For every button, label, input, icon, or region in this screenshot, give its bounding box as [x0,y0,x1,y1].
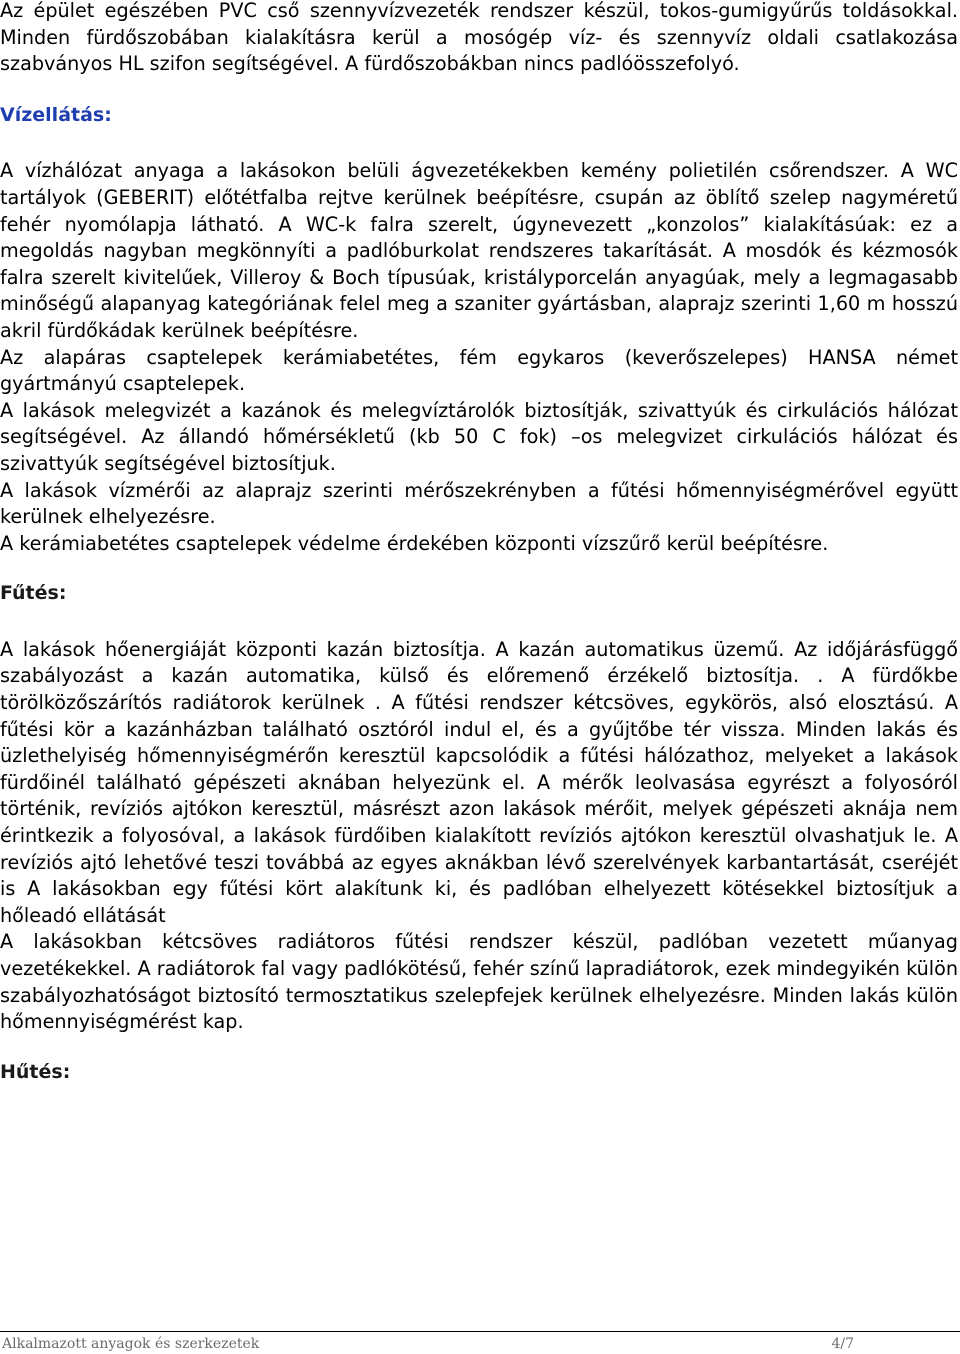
paragraph-drainage: Az épület egészében PVC cső szennyvízvezeték rendszer készül, tokos-gumigyűrűs toldásokkal. Minden fürdőszobában kialakításra kerül a mosógép víz- és szennyvíz oldali csatlakozása szabványos HL szifon segítségével. A fürdőszobákban nincs padlóösszefolyó. [0,0,958,76]
paragraph-faucets: Az alapáras csaptelepek kerámiabetétes, fém egykaros (keverőszelepes) HANSA német gyártmányú csaptelepek. [0,345,958,396]
paragraph-water-meters: A lakások vízmérői az alaprajz szerinti mérőszekrényben a fűtési hőmennyiségmérővel együtt kerülnek elhelyezésre. [0,478,958,529]
page-footer [0,1331,960,1354]
paragraph-heating-system: A lakások hőenergiáját központi kazán biztosítja. A kazán automatikus üzemű. Az időjárásfüggő szabályozást a kazán automatika, külső és előremenő érzékelő biztosítja. . A fürdőkbe törölközőszárítós radiátorok kerülnek . A fűtési rendszer kétcsöves, egykörös, alsó elosztású. A fűtési kör a kazánházban található osztóról indul el, és a gyűjtőbe tér vissza. Minden lakás és üzlethelyiség hőmennyiségmérőn keresztül kapcsolódik a fűtési hálózathoz, melyeket a lakások fürdőinél található gépészeti aknában helyezünk el. A mérők leolvasása egyrészt a folyosóról történik, revíziós ajtókon keresztül, másrészt azon lakások mérőit, melyek gépészeti aknája nem érintkezik a folyosóval, a lakások fürdőiben kialakított revíziós ajtókon keresztül olvashatjuk le. A revíziós ajtó lehetővé teszi továbbá az egyes aknákban lévő szerelvények karbantartását, cseréjét is A lakásokban egy fűtési kört alakítunk ki, és padlóban elhelyezett kötésekkel biztosítjuk a hőleadó ellátását [0,637,958,927]
paragraph-radiators: A lakásokban kétcsöves radiátoros fűtési rendszer készül, padlóban vezetett műanyag vezetékekkel. A radiátorok fal vagy padlókötésű, fehér színű lapradiátorok, ezek mindegyikén külön szabályozhatóságot biztosító termosztatikus szelepfejek kerülnek elhelyezésre. Minden lakás külön hőmennyiségmérést kap. [0,930,958,1034]
heading-cooling: Hűtés: [0,1060,71,1083]
footer-title: Alkalmazott anyagok és szerkezetek [2,1336,260,1352]
heading-water-supply: Vízellátás: [0,103,112,126]
page-number: 4/7 [831,1336,854,1352]
paragraph-water-filter: A kerámiabetétes csaptelepek védelme érdekében központi vízszűrő kerül beépítésre. [0,531,829,555]
paragraph-water-network: A vízhálózat anyaga a lakásokon belüli ágvezetékekben kemény polietilén csőrendszer. A WC tartályok (GEBERIT) előtétfalba rejtve kerülnek beépítésre, csupán az öblítő szelep nagyméretű fehér nyomólapja látható. A WC-k falra szerelt, úgynevezett „konzolos” kialakításúak: ez a megoldás nagyban megkönnyíti a padlóburkolat rendszeres takarítását. A mosdók és kézmosók falra szerelt kivitelűek, Villeroy & Boch típusúak, kristályporcelán anyagúak, mely a legmagasabb minőségű alapanyag kategóriának felel meg a szaniter gyártásban, alaprajz szerinti 1,60 m hosszú akril fürdőkádak kerülnek beépítésre. [0,159,958,342]
heading-heating: Fűtés: [0,582,67,605]
paragraph-hot-water: A lakások melegvizét a kazánok és melegvíztárolók biztosítják, szivattyúk és cirkulációs hálózat segítségével. Az állandó hőmérsékletű (kb 50 C fok) –os melegvizet cirkulációs hálózat és szivattyúk segítségével biztosítjuk. [0,398,958,475]
